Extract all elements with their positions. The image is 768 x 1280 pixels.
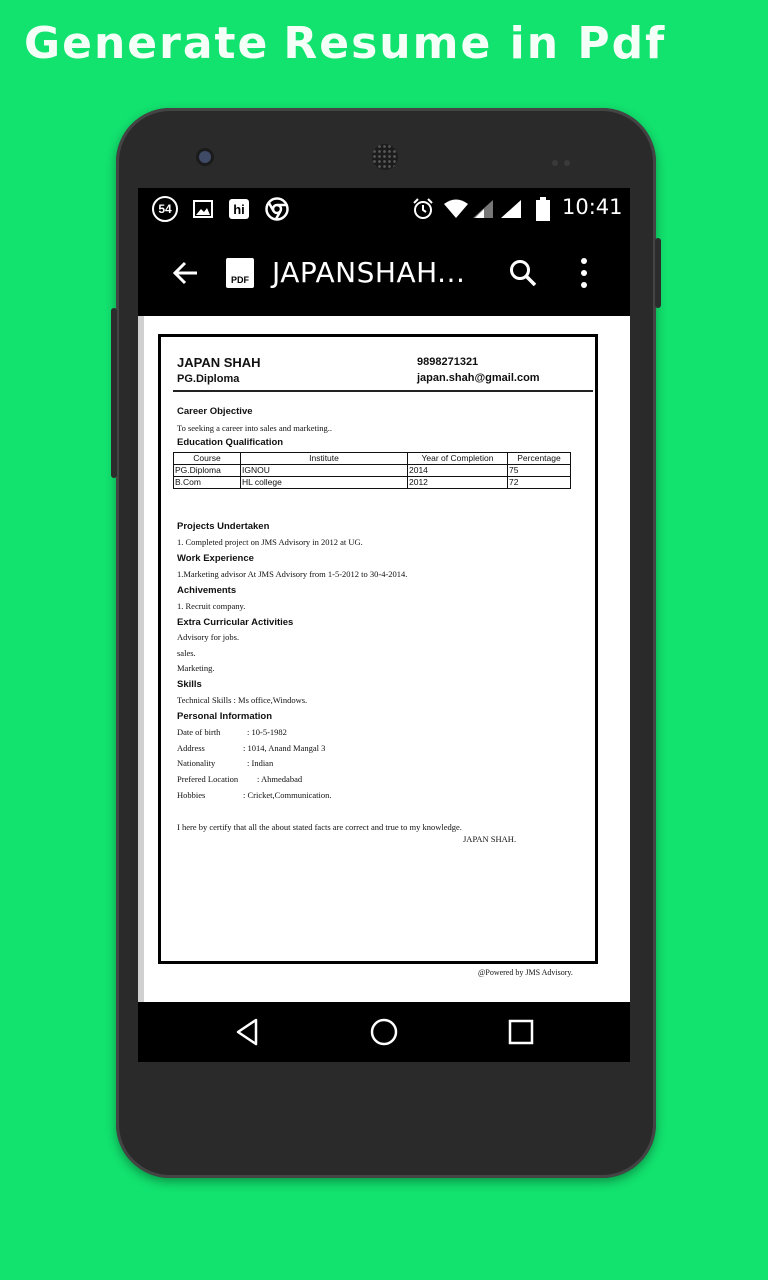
app-toolbar (138, 230, 630, 316)
signal-icon (500, 196, 522, 222)
signal-icon (472, 196, 494, 222)
headline-part-1: Generate (24, 18, 270, 69)
search-icon[interactable] (508, 258, 538, 288)
wifi-icon (444, 196, 468, 222)
document-title: JAPANSHAH... (272, 256, 466, 289)
powered-by-footer: @Powered by JMS Advisory. (478, 968, 573, 977)
proximity-sensor (552, 153, 576, 159)
extra-activity-item: sales. (177, 648, 196, 658)
table-header-cell: Percentage (508, 453, 571, 465)
personal-info-label: Date of birth (177, 727, 221, 737)
section-title: Achivements (177, 585, 237, 596)
phone-screen (138, 188, 630, 1062)
table-cell: HL college (241, 477, 408, 489)
personal-info-label: Address (177, 743, 205, 753)
table-cell: 72 (508, 477, 571, 489)
image-icon (193, 196, 213, 222)
earpiece-speaker (372, 144, 398, 170)
achievements-text: 1. Recruit company. (177, 601, 246, 611)
page-edge-shadow (138, 316, 144, 1002)
resume-border (158, 334, 598, 964)
front-camera (199, 151, 211, 163)
back-arrow-icon[interactable] (170, 257, 202, 289)
phone-side-button-left (111, 308, 117, 478)
personal-info-label: Hobbies (177, 790, 206, 800)
phone-side-button-right (655, 238, 661, 308)
table-cell: 75 (508, 465, 571, 477)
section-title: Extra Curricular Activities (177, 617, 294, 628)
personal-info-label: Prefered Location (177, 774, 239, 784)
extra-activity-item: Advisory for jobs. (177, 632, 240, 642)
declaration-text: I here by certify that all the about stated facts are correct and true to my knowledge. (177, 822, 462, 832)
resume-email: japan.shah@gmail.com (417, 372, 540, 384)
notification-count-badge: 54 (152, 196, 178, 222)
table-cell: IGNOU (241, 465, 408, 477)
extra-activity-item: Marketing. (177, 663, 215, 673)
table-cell: PG.Diploma (174, 465, 241, 477)
resume-phone: 9898271321 (417, 356, 479, 368)
pdf-file-icon: PDF (226, 258, 254, 288)
section-title: Work Experience (177, 553, 254, 564)
section-title: Projects Undertaken (177, 521, 270, 532)
phone-mockup (116, 108, 656, 1178)
nav-recents-icon[interactable] (504, 1015, 538, 1049)
section-title: Career Objective (177, 406, 253, 417)
personal-info-value: : 10-5-1982 (247, 727, 287, 737)
personal-info-value: : Cricket,Communication. (243, 790, 332, 800)
status-time: 10:41 (562, 195, 623, 219)
navigation-bar (138, 1002, 630, 1062)
work-experience-text: 1.Marketing advisor At JMS Advisory from 1-5-2012 to 30-4-2014. (177, 569, 408, 579)
table-header-cell: Institute (241, 453, 408, 465)
table-header-cell: Course (174, 453, 241, 465)
resume-degree: PG.Diploma (177, 373, 240, 385)
table-header-cell: Year of Completion (408, 453, 508, 465)
education-table (173, 452, 571, 489)
nav-home-icon[interactable] (367, 1015, 401, 1049)
personal-info-value: : Ahmedabad (257, 774, 303, 784)
svg-text:hi: hi (233, 202, 245, 217)
table-cell: 2012 (408, 477, 508, 489)
personal-info-value: : 1014, Anand Mangal 3 (243, 743, 326, 753)
battery-icon (535, 196, 551, 222)
nav-back-icon[interactable] (230, 1015, 264, 1049)
projects-text: 1. Completed project on JMS Advisory in 2012 at UG. (177, 537, 363, 547)
personal-info-label: Nationality (177, 758, 216, 768)
pdf-page-view[interactable] (138, 316, 630, 1002)
signature-name: JAPAN SHAH. (463, 834, 517, 844)
hi-app-icon (228, 196, 250, 222)
status-bar (138, 188, 630, 230)
more-options-icon[interactable] (578, 256, 590, 290)
career-objective-text: To seeking a career into sales and marketing.. (177, 423, 332, 433)
table-row (174, 477, 571, 489)
headline-part-2: Resume in Pdf (283, 18, 667, 69)
section-title: Personal Information (177, 711, 273, 722)
promo-headline (24, 18, 666, 69)
table-cell: 2014 (408, 465, 508, 477)
resume-name: JAPAN SHAH (177, 355, 261, 370)
table-row (174, 465, 571, 477)
section-title: Skills (177, 679, 202, 690)
table-cell: B.Com (174, 477, 241, 489)
table-header-row (174, 453, 571, 465)
skills-text: Technical Skills : Ms office,Windows. (177, 695, 308, 705)
alarm-icon (410, 196, 436, 222)
section-title: Education Qualification (177, 437, 284, 448)
chrome-icon (264, 196, 290, 222)
personal-info-value: : Indian (247, 758, 274, 768)
header-divider (173, 390, 593, 392)
